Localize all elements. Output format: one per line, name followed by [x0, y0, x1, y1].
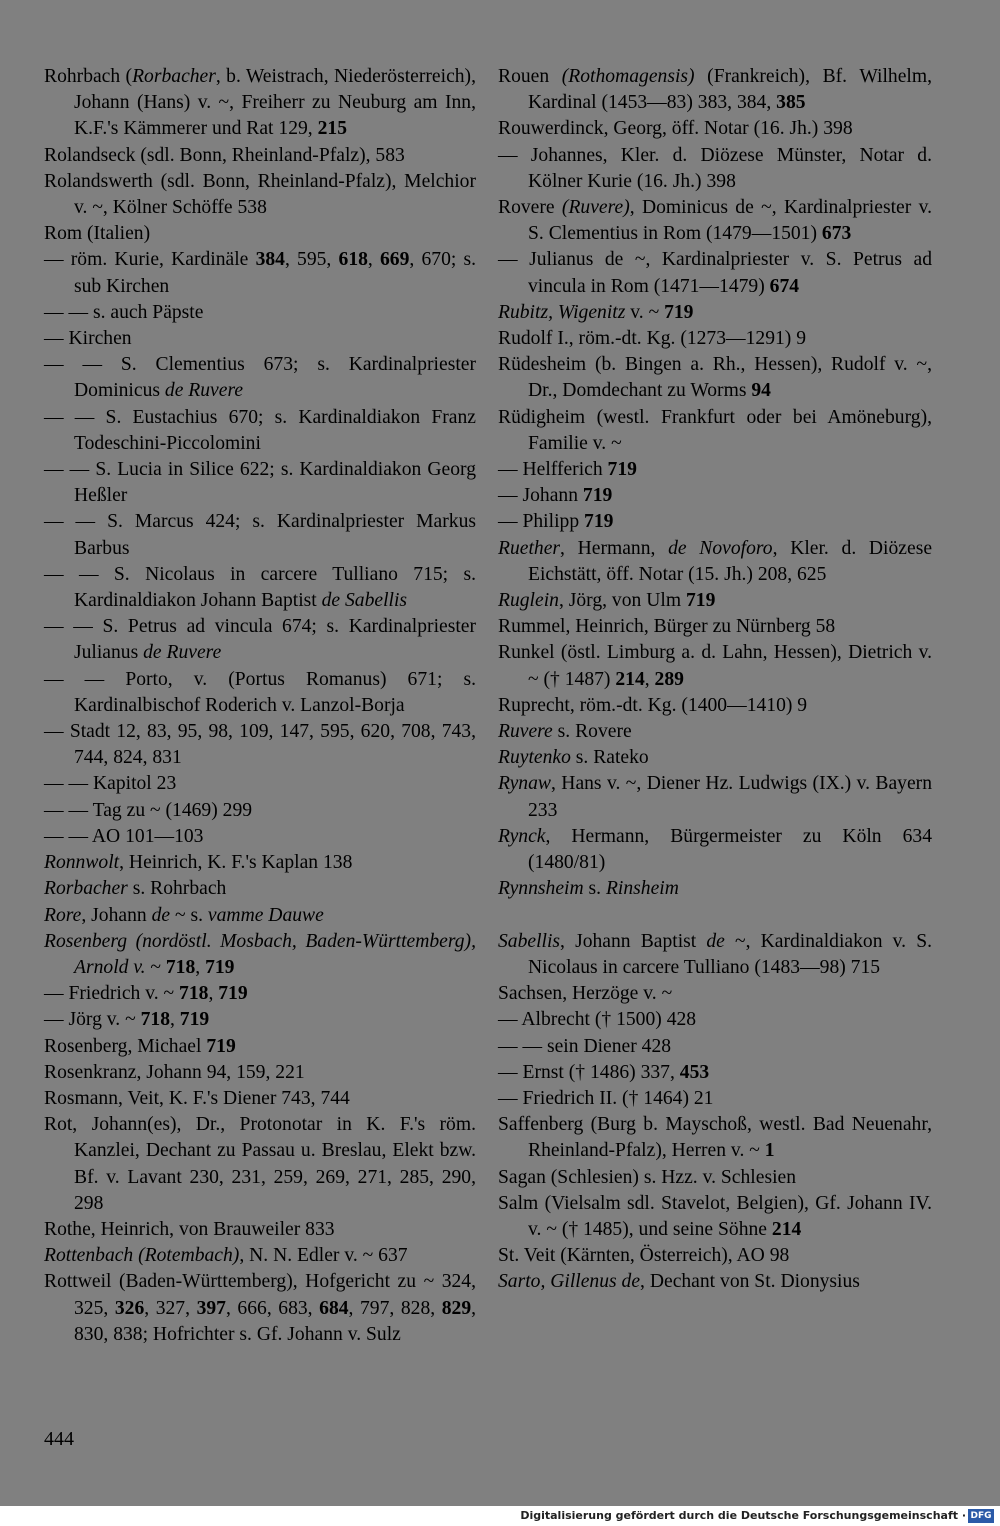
index-entry: Rolandswerth (sdl. Bonn, Rheinland-Pfalz), Melchior v. ~, Kölner Schöffe 538	[44, 170, 476, 219]
index-entry: — — S. Nicolaus in carcere Tulliano 715; s. Kardinaldiakon Johann Baptist de Sabellis	[44, 563, 476, 612]
index-entry: — — Porto, v. (Portus Romanus) 671; s. Kardinalbischof Roderich v. Lanzol-Borja	[44, 668, 476, 716]
page-number: 444	[44, 1428, 74, 1450]
index-column-right	[498, 64, 932, 1296]
index-entry: — Albrecht († 1500) 428	[498, 1009, 697, 1031]
index-entry: Ruvere s. Rovere	[498, 721, 632, 743]
index-entry: — Johann 719	[498, 485, 613, 507]
index-entry: Ruytenko s. Rateko	[498, 747, 649, 769]
index-entry: — — S. Clementius 673; s. Kardinalpriester Dominicus de Ruvere	[44, 354, 476, 402]
index-entry: Rosmann, Veit, K. F.'s Diener 743, 744	[44, 1087, 350, 1109]
index-entry: — Julianus de ~, Kardinalpriester v. S. Petrus ad vincula in Rom (1471—1479) 674	[498, 249, 932, 297]
index-entry: Rosenberg (nordöstl. Mosbach, Baden-Württemberg), Arnold v. ~ 718, 719	[44, 930, 476, 978]
index-entry: St. Veit (Kärnten, Österreich), AO 98	[498, 1245, 790, 1267]
index-entry: — Stadt 12, 83, 95, 98, 109, 147, 595, 620, 708, 743, 744, 824, 831	[44, 721, 476, 769]
index-entry: Rothe, Heinrich, von Brauweiler 833	[44, 1218, 335, 1240]
index-entry: Rüdigheim (westl. Frankfurt oder bei Amöneburg), Familie v. ~	[498, 406, 932, 454]
index-entry: Ruether, Hermann, de Novoforo, Kler. d. Diözese Eichstätt, öff. Notar (15. Jh.) 208, 625	[498, 537, 933, 585]
dfg-logo-icon: DFG	[968, 1509, 994, 1523]
index-entry: Ruprecht, röm.-dt. Kg. (1400—1410) 9	[498, 694, 808, 716]
index-entry: — — Kapitol 23	[44, 773, 177, 795]
index-entry: Rottenbach (Rotembach), N. N. Edler v. ~ 637	[44, 1245, 408, 1267]
index-entry: Salm (Vielsalm sdl. Stavelot, Belgien), Gf. Johann IV. v. ~ († 1485), und seine Söhne 214	[498, 1192, 932, 1240]
footer-credit: Digitalisierung gefördert durch die Deutsche Forschungsgemeinschaft ·	[520, 1509, 966, 1522]
index-entry: Rore, Johann de ~ s. vamme Dauwe	[44, 904, 324, 926]
index-entry: — — S. Marcus 424; s. Kardinalpriester Markus Barbus	[44, 511, 476, 559]
index-entry: Rolandseck (sdl. Bonn, Rheinland-Pfalz), 583	[44, 144, 405, 166]
index-column-left	[44, 64, 476, 1348]
index-entry: — Friedrich II. († 1464) 21	[498, 1087, 714, 1109]
index-entry: Rot, Johann(es), Dr., Protonotar in K. F.'s röm. Kanzlei, Dechant zu Passau u. Breslau, Elekt bzw. Bf. v. Lavant 230, 231, 259, 269, 271, 285, 290, 298	[44, 1114, 476, 1214]
index-entry: — — S. Lucia in Silice 622; s. Kardinaldiakon Georg Heßler	[44, 459, 476, 507]
index-entry: Rohrbach (Rorbacher, b. Weistrach, Niederösterreich), Johann (Hans) v. ~, Freiherr zu Neuburg am Inn, K.F.'s Kämmerer und Rat 129, 215	[44, 66, 476, 140]
index-entry: — Philipp 719	[498, 511, 614, 533]
index-entry: Rosenkranz, Johann 94, 159, 221	[44, 1061, 305, 1083]
index-entry: — — Tag zu ~ (1469) 299	[44, 799, 253, 821]
index-entry: — röm. Kurie, Kardinäle 384, 595, 618, 669, 670; s. sub Kirchen	[44, 249, 477, 297]
index-entry: — Friedrich v. ~ 718, 719	[44, 983, 248, 1005]
index-entry: Rudolf I., röm.-dt. Kg. (1273—1291) 9	[498, 328, 807, 350]
index-entry: — Johannes, Kler. d. Diözese Münster, Notar d. Kölner Kurie (16. Jh.) 398	[498, 144, 932, 192]
index-entry: Rovere (Ruvere), Dominicus de ~, Kardinalpriester v. S. Clementius in Rom (1479—1501) 673	[498, 197, 932, 245]
index-entry: Rüdesheim (b. Bingen a. Rh., Hessen), Rudolf v. ~, Dr., Domdechant zu Worms 94	[498, 354, 932, 402]
index-entry: Ruglein, Jörg, von Ulm 719	[498, 590, 716, 612]
index-entry: Saffenberg (Burg b. Mayschoß, westl. Bad Neuenahr, Rheinland-Pfalz), Herren v. ~ 1	[498, 1114, 932, 1162]
index-entry: — Helfferich 719	[498, 459, 637, 481]
index-entry: — — S. Petrus ad vincula 674; s. Kardinalpriester Julianus de Ruvere	[44, 616, 476, 664]
index-entry: Rubitz, Wigenitz v. ~ 719	[498, 301, 694, 323]
index-entry: Ronnwolt, Heinrich, K. F.'s Kaplan 138	[44, 852, 353, 874]
index-entry: Rosenberg, Michael 719	[44, 1035, 236, 1057]
index-entry: Rynaw, Hans v. ~, Diener Hz. Ludwigs (IX.) v. Bayern 233	[498, 773, 932, 821]
index-entry: — Ernst († 1486) 337, 453	[498, 1061, 710, 1083]
index-entry: Rorbacher s. Rohrbach	[44, 878, 227, 900]
index-entry: Sabellis, Johann Baptist de ~, Kardinaldiakon v. S. Nicolaus in carcere Tulliano (1483—98) 715	[498, 930, 932, 978]
index-entry: Rynck, Hermann, Bürgermeister zu Köln 634 (1480/81)	[498, 825, 932, 874]
index-entry: — — s. auch Päpste	[44, 301, 204, 323]
index-entry: Sarto, Gillenus de, Dechant von St. Dionysius	[498, 1271, 860, 1293]
index-entry: — Jörg v. ~ 718, 719	[44, 1009, 210, 1031]
index-entry: — — S. Eustachius 670; s. Kardinaldiakon Franz Todeschini-Piccolomini	[44, 406, 476, 454]
index-entry: Sachsen, Herzöge v. ~	[498, 983, 673, 1005]
index-entry: — — sein Diener 428	[498, 1035, 672, 1057]
index-entry: — Kirchen	[44, 328, 132, 350]
index-entry: Rottweil (Baden-Württemberg), Hofgericht zu ~ 324, 325, 326, 327, 397, 666, 683, 684, 797, 828, 829, 830, 838; Hofrichter s. Gf. Johann v. Sulz	[44, 1271, 477, 1345]
index-entry: — — AO 101—103	[44, 825, 204, 847]
index-entry: Rom (Italien)	[44, 223, 151, 245]
index-entry: Rummel, Heinrich, Bürger zu Nürnberg 58	[498, 616, 836, 638]
footer-bar	[0, 1506, 1000, 1526]
index-entry: Rouen (Rothomagensis) (Frankreich), Bf. Wilhelm, Kardinal (1453—83) 383, 384, 385	[498, 66, 932, 114]
index-entry: Rynnsheim s. Rinsheim	[498, 878, 679, 900]
index-entry: Sagan (Schlesien) s. Hzz. v. Schlesien	[498, 1166, 797, 1188]
index-entry: Rouwerdinck, Georg, öff. Notar (16. Jh.) 398	[498, 118, 853, 140]
index-entry: Runkel (östl. Limburg a. d. Lahn, Hessen), Dietrich v. ~ († 1487) 214, 289	[498, 642, 932, 690]
